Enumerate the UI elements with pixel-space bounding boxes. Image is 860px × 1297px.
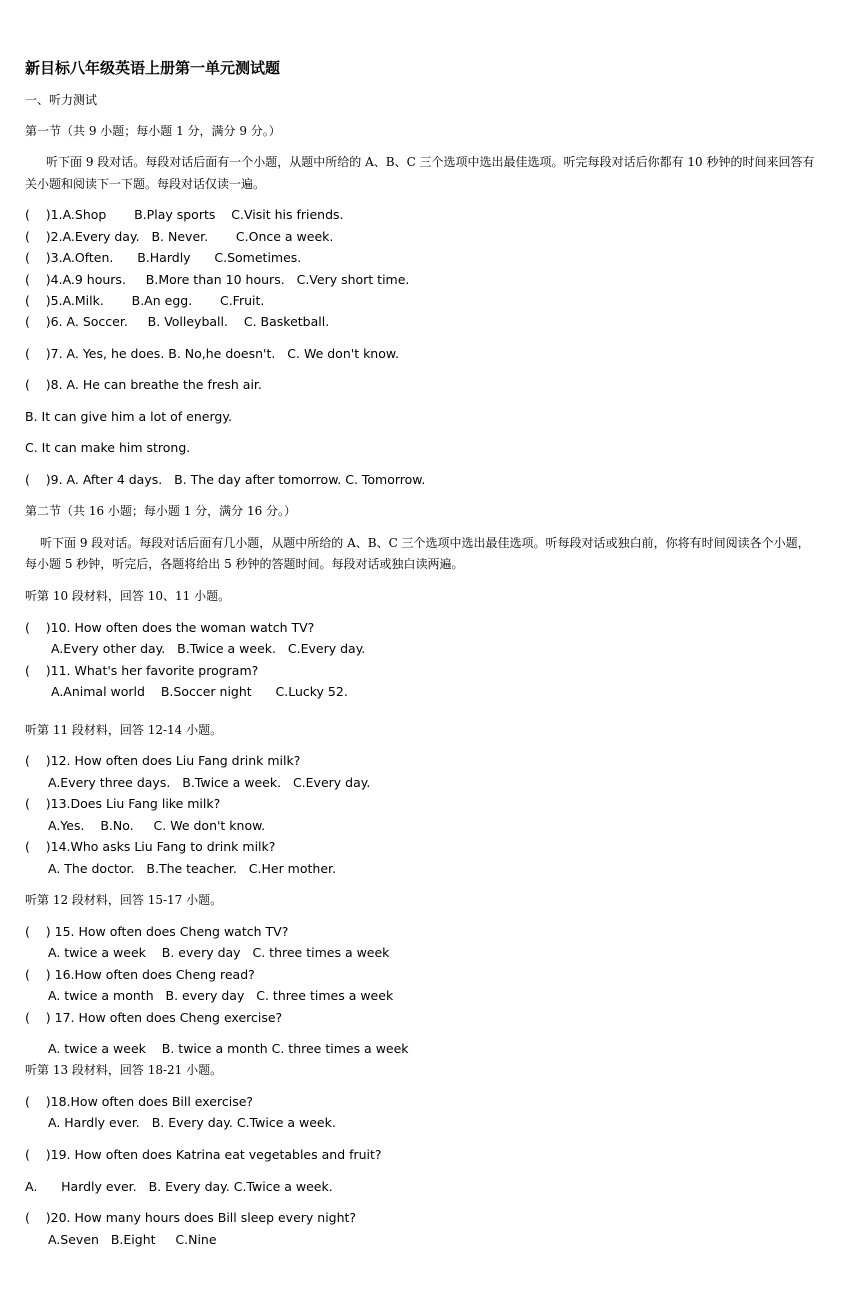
page-title: 新目标八年级英语上册第一单元测试题 xyxy=(25,59,281,77)
question-line: ( )11. What's her favorite program? xyxy=(25,663,259,678)
part-heading: 第一节（共 9 小题；每小题 1 分，满分 9 分。） xyxy=(25,124,281,138)
question-line: ( )18.How often does Bill exercise? xyxy=(25,1094,254,1109)
question-line: ( )2.A.Every day. B. Never. C.Once a week. xyxy=(25,229,334,244)
material-heading: 听第 12 段材料，回答 15-17 小题。 xyxy=(25,893,223,907)
question-line: ( )6. A. Soccer. B. Volleyball. C. Basketball. xyxy=(25,314,330,329)
option-line: A. Hardly ever. B. Every day. C.Twice a week. xyxy=(48,1115,336,1130)
option-line: A. The doctor. B.The teacher. C.Her mother. xyxy=(48,861,336,876)
question-line: ( )1.A.Shop B.Play sports C.Visit his friends. xyxy=(25,207,344,222)
question-line: ( ) 17. How often does Cheng exercise? xyxy=(25,1010,283,1025)
question-line: ( )20. How many hours does Bill sleep every night? xyxy=(25,1210,357,1225)
question-line: ( )19. How often does Katrina eat vegetables and fruit? xyxy=(25,1147,382,1162)
part-heading: 第二节（共 16 小题；每小题 1 分，满分 16 分。） xyxy=(25,504,297,518)
option-line: B. It can give him a lot of energy. xyxy=(25,409,232,424)
question-line: ( )14.Who asks Liu Fang to drink milk? xyxy=(25,839,276,854)
option-line: A.Every other day. B.Twice a week. C.Every day. xyxy=(51,641,366,656)
material-heading: 听第 13 段材料，回答 18-21 小题。 xyxy=(25,1063,223,1077)
material-heading: 听第 10 段材料，回答 10、11 小题。 xyxy=(25,589,231,603)
option-line: A. twice a week B. twice a month C. three times a week xyxy=(48,1041,409,1056)
option-line: A.Seven B.Eight C.Nine xyxy=(48,1232,217,1247)
question-line: ( ) 16.How often does Cheng read? xyxy=(25,967,255,982)
option-line: C. It can make him strong. xyxy=(25,440,191,455)
instruction-line: 每小题 5 秒钟，听完后，各题将给出 5 秒钟的答题时间。每段对话或独白读两遍。 xyxy=(25,557,464,571)
instruction-line: 关小题和阅读下一下题。每段对话仅读一遍。 xyxy=(25,177,266,191)
question-line: ( )7. A. Yes, he does. B. No,he doesn't. C. We don't know. xyxy=(25,346,399,361)
question-line: ( )5.A.Milk. B.An egg. C.Fruit. xyxy=(25,293,265,308)
instruction-line: 听下面 9 段对话。每段对话后面有一个小题，从题中所给的 A、B、C 三个选项中选出最佳选项。听完每段对话后你都有 10 秒钟的时间来回答有 xyxy=(46,155,815,169)
instruction-line: 听下面 9 段对话。每段对话后面有几小题，从题中所给的 A、B、C 三个选项中选出最佳选项。听每段对话或独白前，你将有时间阅读各个小题， xyxy=(40,536,810,550)
question-line: ( ) 15. How often does Cheng watch TV? xyxy=(25,924,289,939)
option-line: A. twice a month B. every day C. three times a week xyxy=(48,988,394,1003)
material-heading: 听第 11 段材料，回答 12-14 小题。 xyxy=(25,723,223,737)
option-line: A. twice a week B. every day C. three times a week xyxy=(48,945,390,960)
question-line: ( )12. How often does Liu Fang drink milk? xyxy=(25,753,301,768)
option-line: A.Yes. B.No. C. We don't know. xyxy=(48,818,266,833)
question-line: ( )10. How often does the woman watch TV? xyxy=(25,620,315,635)
question-line: ( )4.A.9 hours. B.More than 10 hours. C.Very short time. xyxy=(25,272,410,287)
question-line: ( )3.A.Often. B.Hardly C.Sometimes. xyxy=(25,250,302,265)
option-line: A.Animal world B.Soccer night C.Lucky 52. xyxy=(51,684,348,699)
question-line: ( )13.Does Liu Fang like milk? xyxy=(25,796,221,811)
section-heading: 一、听力测试 xyxy=(25,93,98,107)
option-line: A.Every three days. B.Twice a week. C.Every day. xyxy=(48,775,371,790)
option-line: A. Hardly ever. B. Every day. C.Twice a week. xyxy=(25,1179,333,1194)
question-line: ( )8. A. He can breathe the fresh air. xyxy=(25,377,262,392)
question-line: ( )9. A. After 4 days. B. The day after tomorrow. C. Tomorrow. xyxy=(25,472,426,487)
